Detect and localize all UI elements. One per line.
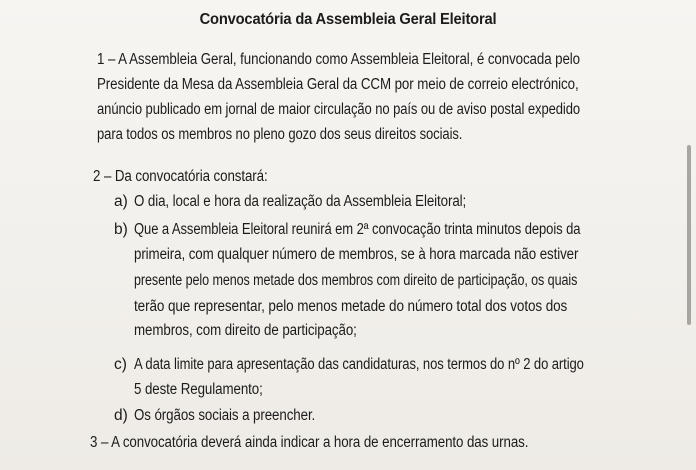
vertical-scrollbar[interactable]	[687, 145, 691, 325]
document-title: Convocatória da Assembleia Geral Eleitoral	[199, 11, 497, 28]
list-item-line: O dia, local e hora da realização da Assembleia Eleitoral;	[134, 193, 467, 210]
paragraph-2-intro: 2 – Da convocatória constará:	[93, 168, 268, 185]
paragraph-1-line: anúncio publicado em jornal de maior circulação no país ou de aviso postal expedido	[97, 101, 581, 118]
list-item-marker: b)	[114, 221, 128, 238]
paragraph-1-line: Presidente da Mesa da Assembleia Geral da CCM por meio de correio electrónico,	[97, 76, 579, 93]
list-item-line: membros, com direito de participação;	[134, 322, 357, 339]
list-item-line: A data limite para apresentação das candidaturas, nos termos do nº 2 do artigo	[134, 356, 584, 373]
list-item-line: 5 deste Regulamento;	[134, 381, 263, 398]
list-item-line: primeira, com qualquer número de membros, se à hora marcada não estiver	[134, 246, 579, 263]
list-item-line: terão que representar, pelo menos metade do número total dos votos dos	[134, 298, 568, 315]
paragraph-1-line: para todos os membros no pleno gozo dos seus direitos sociais.	[97, 126, 463, 143]
paragraph-1-line: 1 – A Assembleia Geral, funcionando como Assembleia Eleitoral, é convocada pelo	[97, 51, 581, 68]
list-item-line: Os órgãos sociais a preencher.	[134, 407, 316, 424]
list-item-marker: c)	[114, 356, 127, 373]
list-item-marker: d)	[114, 407, 128, 424]
list-item-marker: a)	[114, 193, 128, 210]
paragraph-3-line: 3 – A convocatória deverá ainda indicar a hora de encerramento das urnas.	[90, 434, 529, 451]
list-item-line: presente pelo menos metade dos membros com direito de participação, os quais	[134, 272, 578, 289]
list-item-line: Que a Assembleia Eleitoral reunirá em 2ª convocação trinta minutos depois da	[134, 221, 581, 238]
